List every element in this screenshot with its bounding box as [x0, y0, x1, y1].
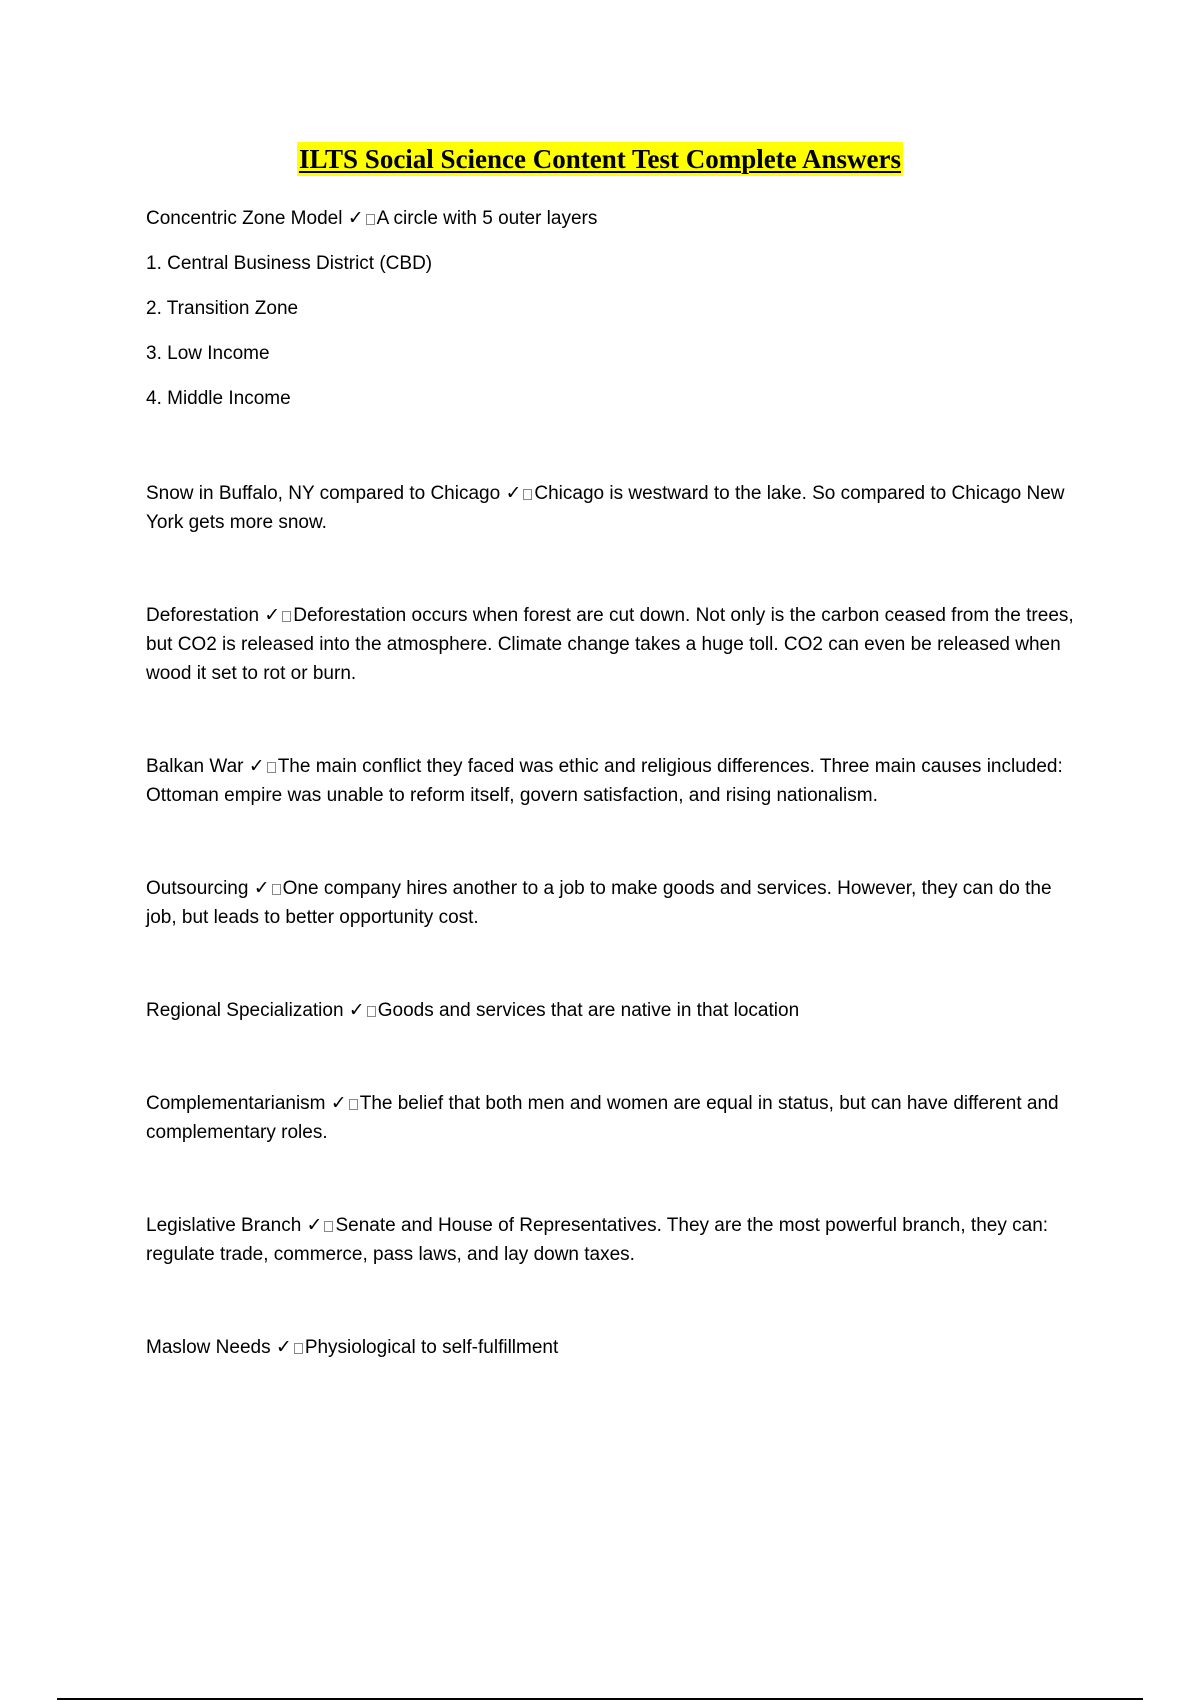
entry-definition: Chicago is westward to the lake. So compared to Chicago New York gets more snow. [146, 483, 1065, 533]
qa-entry-balkan-war [146, 752, 1086, 810]
entry-definition: Senate and House of Representatives. They are the most powerful branch, they can: regulate trade, commerce, pass laws, and lay down taxes. [146, 1215, 1049, 1265]
list-item: 1. Central Business District (CBD) [146, 253, 433, 274]
list-item: 4. Middle Income [146, 388, 291, 409]
checkmark-icon: ✓ [264, 605, 281, 626]
checkmark-icon: ✓ [348, 1000, 365, 1021]
checkmark-icon: ✓ [505, 483, 522, 504]
entry-definition: A circle with 5 outer layers [376, 208, 598, 229]
qa-list [146, 204, 1086, 1362]
missing-glyph-box-icon [324, 1221, 333, 1232]
entry-definition: One company hires another to a job to make goods and services. However, they can do the job, but leads to better opportunity cost. [146, 878, 1052, 928]
entry-definition: Goods and services that are native in that location [377, 1000, 800, 1021]
entry-term: Complementarianism [146, 1093, 326, 1114]
missing-glyph-box-icon [349, 1099, 358, 1110]
checkmark-icon: ✓ [330, 1093, 347, 1114]
checkmark-icon: ✓ [347, 208, 364, 229]
checkmark-icon: ✓ [306, 1215, 323, 1236]
entry-term: Concentric Zone Model [146, 208, 343, 229]
qa-entry-regional-specialization [146, 996, 1086, 1025]
missing-glyph-box-icon [267, 762, 276, 773]
checkmark-icon: ✓ [275, 1337, 292, 1358]
qa-entry-concentric-zone-model [146, 204, 1086, 233]
list-item: 2. Transition Zone [146, 298, 299, 319]
qa-entry-snow-buffalo [146, 479, 1086, 537]
entry-definition: The belief that both men and women are equal in status, but can have different and complementary roles. [146, 1093, 1059, 1143]
document-title: ILTS Social Science Content Test Complete Answers [298, 144, 902, 174]
entry-definition: The main conflict they faced was ethic and religious differences. Three main causes included: Ottoman empire was unable to reform itself, govern satisfaction, and rising nationalism. [146, 756, 1063, 806]
title-container [0, 142, 1200, 176]
qa-entry-outsourcing [146, 874, 1086, 932]
checkmark-icon: ✓ [248, 756, 265, 777]
missing-glyph-box-icon [294, 1343, 303, 1354]
qa-entry-legislative-branch [146, 1211, 1086, 1269]
entry-definition: Deforestation occurs when forest are cut down. Not only is the carbon ceased from the trees, but CO2 is released into the atmosphere. Climate change takes a huge toll. CO2 can even be released when wood it set to rot or burn. [146, 605, 1074, 684]
entry-term: Regional Specialization [146, 1000, 344, 1021]
qa-entry-complementarianism [146, 1089, 1086, 1147]
entry-definition: Physiological to self-fulfillment [304, 1337, 559, 1358]
missing-glyph-box-icon [272, 884, 281, 895]
qa-entry-deforestation [146, 601, 1086, 688]
missing-glyph-box-icon [366, 214, 375, 225]
entry-term: Deforestation [146, 605, 260, 626]
list-item: 3. Low Income [146, 343, 270, 364]
missing-glyph-box-icon [523, 489, 532, 500]
entry-term: Snow in Buffalo, NY compared to Chicago [146, 483, 501, 504]
missing-glyph-box-icon [282, 611, 291, 622]
checkmark-icon: ✓ [253, 878, 270, 899]
qa-entry-maslow-needs [146, 1333, 1086, 1362]
entry-term: Outsourcing [146, 878, 249, 899]
entry-term: Balkan War [146, 756, 244, 777]
entry-term: Maslow Needs [146, 1337, 271, 1358]
entry-term: Legislative Branch [146, 1215, 302, 1236]
missing-glyph-box-icon [367, 1006, 376, 1017]
